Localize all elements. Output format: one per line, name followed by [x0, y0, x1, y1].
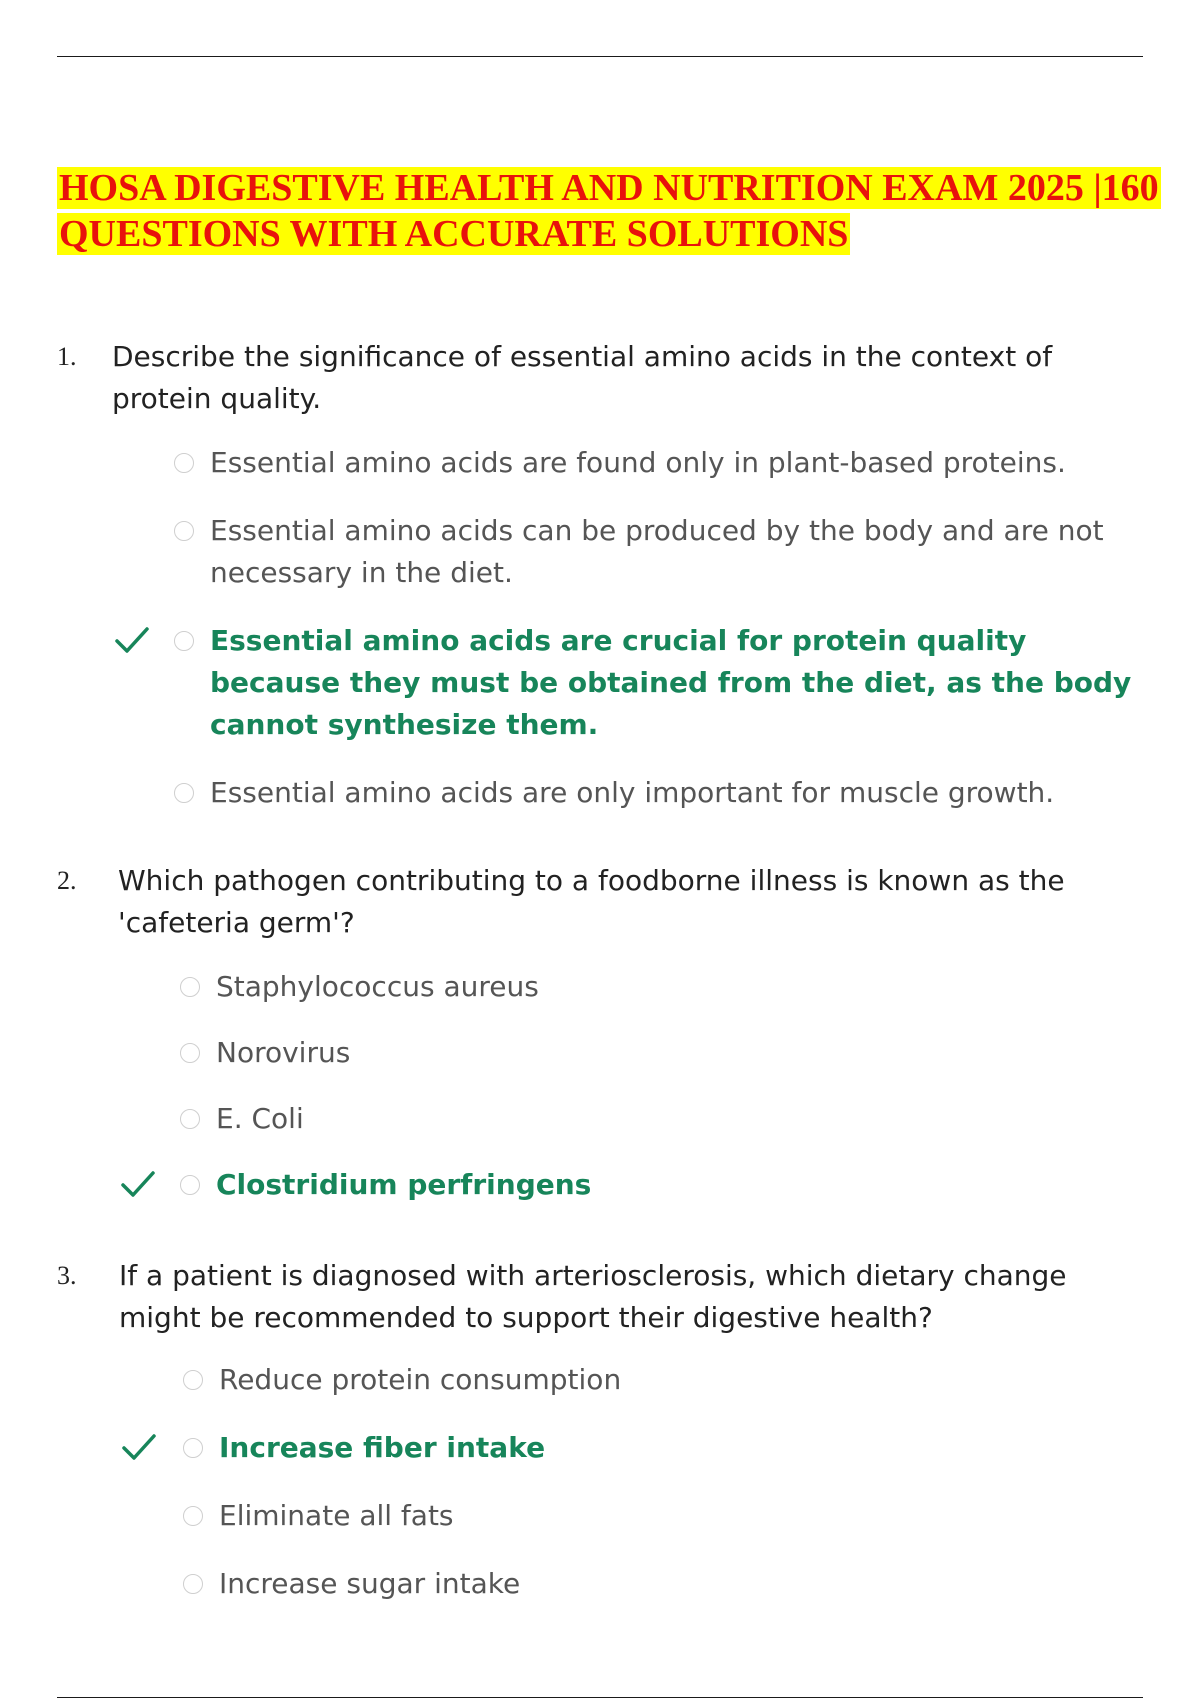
- radio-icon[interactable]: [174, 453, 194, 473]
- question-3: [57, 1255, 1147, 1605]
- radio-icon[interactable]: [183, 1506, 203, 1526]
- radio-icon[interactable]: [174, 631, 194, 651]
- radio-icon[interactable]: [174, 783, 194, 803]
- option-text: Essential amino acids can be produced by the body and are not necessary in the diet.: [210, 514, 1104, 589]
- option-text: Norovirus: [216, 1036, 351, 1069]
- radio-icon[interactable]: [180, 1109, 200, 1129]
- answer-option[interactable]: [57, 1098, 1147, 1140]
- top-divider: [57, 56, 1143, 57]
- radio-icon[interactable]: [174, 521, 194, 541]
- checkmark-icon: [119, 1429, 159, 1465]
- option-text: Reduce protein consumption: [219, 1363, 622, 1396]
- title-highlight: HOSA DIGESTIVE HEALTH AND NUTRITION EXAM 2025 |160 QUESTIONS WITH ACCURATE SOLUTIONS: [59, 167, 1159, 255]
- radio-icon[interactable]: [183, 1574, 203, 1594]
- option-text: Eliminate all fats: [219, 1499, 454, 1532]
- question-1: [57, 336, 1147, 814]
- answer-option[interactable]: [57, 966, 1147, 1008]
- answer-option-correct[interactable]: [57, 1164, 1147, 1206]
- answer-option[interactable]: [57, 442, 1147, 484]
- answer-option[interactable]: [57, 1359, 1147, 1401]
- radio-icon[interactable]: [180, 977, 200, 997]
- answer-option[interactable]: [57, 1495, 1147, 1537]
- radio-icon[interactable]: [180, 1175, 200, 1195]
- answer-option[interactable]: [57, 510, 1147, 594]
- answer-options: [57, 442, 1147, 814]
- question-text: Which pathogen contributing to a foodborne illness is known as the 'cafeteria germ'?: [118, 864, 1065, 939]
- answer-option[interactable]: [57, 772, 1147, 814]
- radio-icon[interactable]: [183, 1438, 203, 1458]
- option-text: Clostridium perfringens: [216, 1168, 592, 1201]
- question-number: 3.: [57, 1261, 77, 1290]
- question-number: 2.: [57, 866, 77, 895]
- answer-option-correct[interactable]: [57, 1427, 1147, 1469]
- option-text: E. Coli: [216, 1102, 304, 1135]
- question-number: 1.: [57, 342, 77, 371]
- question-text: Describe the significance of essential amino acids in the context of protein quality.: [112, 340, 1053, 415]
- option-text: Essential amino acids are only important for muscle growth.: [210, 776, 1055, 809]
- answer-option-correct[interactable]: [57, 620, 1147, 746]
- answer-option[interactable]: [57, 1032, 1147, 1074]
- option-text: Staphylococcus aureus: [216, 970, 539, 1003]
- question-2: [57, 860, 1147, 1206]
- checkmark-icon: [118, 1166, 158, 1202]
- bottom-divider: [57, 1697, 1143, 1698]
- question-text: If a patient is diagnosed with arteriosclerosis, which dietary change might be recommended to support their digestive health?: [119, 1259, 1067, 1334]
- checkmark-icon: [112, 622, 152, 658]
- option-text: Increase sugar intake: [219, 1567, 521, 1600]
- radio-icon[interactable]: [180, 1043, 200, 1063]
- document-title: [57, 165, 1167, 257]
- option-text: Essential amino acids are crucial for protein quality because they must be obtained from the diet, as the body cannot synthesize them.: [210, 624, 1132, 741]
- option-text: Essential amino acids are found only in plant-based proteins.: [210, 446, 1066, 479]
- option-text: Increase fiber intake: [219, 1431, 546, 1464]
- answer-options: [57, 1359, 1147, 1605]
- answer-options: [57, 966, 1147, 1206]
- answer-option[interactable]: [57, 1563, 1147, 1605]
- radio-icon[interactable]: [183, 1370, 203, 1390]
